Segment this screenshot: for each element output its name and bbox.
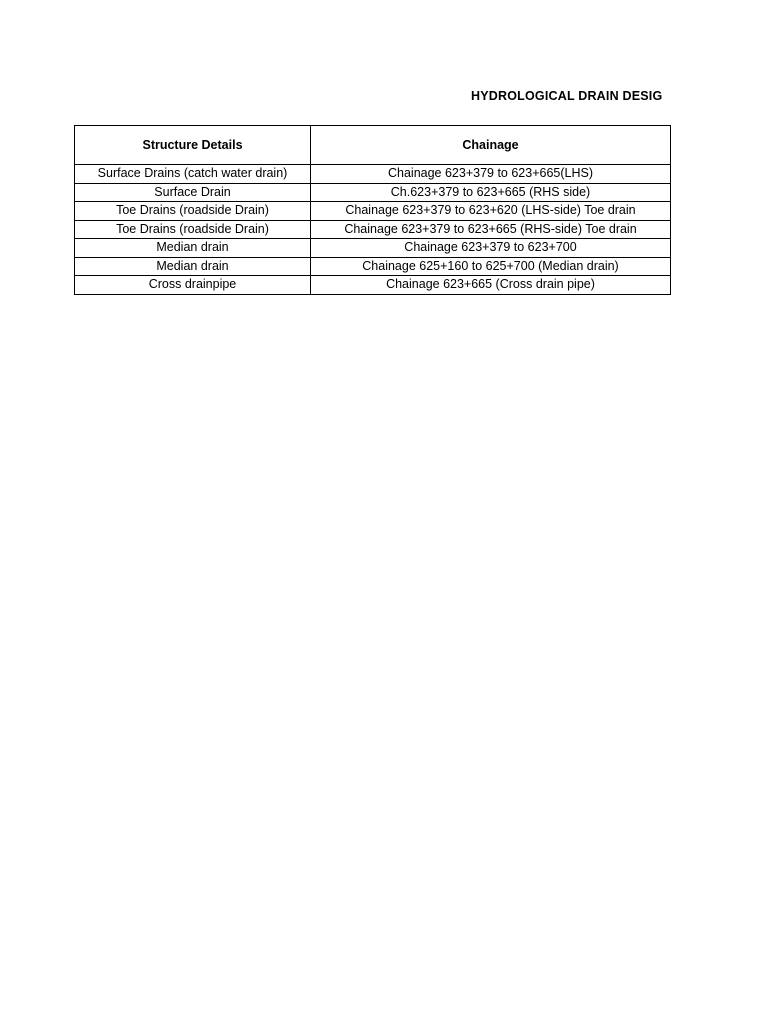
chainage-cell: Chainage 623+379 to 623+665(LHS) xyxy=(311,165,671,184)
header-structure-details: Structure Details xyxy=(75,126,311,165)
chainage-cell: Chainage 623+379 to 623+665 (RHS-side) Toe drain xyxy=(311,220,671,239)
drain-structure-table xyxy=(74,125,671,295)
chainage-cell: Chainage 623+665 (Cross drain pipe) xyxy=(311,276,671,295)
structure-cell: Toe Drains (roadside Drain) xyxy=(75,220,311,239)
structure-cell: Median drain xyxy=(75,257,311,276)
chainage-cell: Ch.623+379 to 623+665 (RHS side) xyxy=(311,183,671,202)
table-row xyxy=(75,276,671,295)
structure-cell: Surface Drain xyxy=(75,183,311,202)
table-row xyxy=(75,239,671,258)
structure-cell: Surface Drains (catch water drain) xyxy=(75,165,311,184)
structure-cell: Cross drainpipe xyxy=(75,276,311,295)
chainage-cell: Chainage 625+160 to 625+700 (Median drain) xyxy=(311,257,671,276)
structure-cell: Toe Drains (roadside Drain) xyxy=(75,202,311,221)
page-title: HYDROLOGICAL DRAIN DESIG xyxy=(471,89,663,103)
table-row xyxy=(75,257,671,276)
table-row xyxy=(75,183,671,202)
table-row xyxy=(75,165,671,184)
table-row xyxy=(75,202,671,221)
table-row xyxy=(75,220,671,239)
table-header-row xyxy=(75,126,671,165)
chainage-cell: Chainage 623+379 to 623+700 xyxy=(311,239,671,258)
header-chainage: Chainage xyxy=(311,126,671,165)
chainage-cell: Chainage 623+379 to 623+620 (LHS-side) Toe drain xyxy=(311,202,671,221)
structure-cell: Median drain xyxy=(75,239,311,258)
